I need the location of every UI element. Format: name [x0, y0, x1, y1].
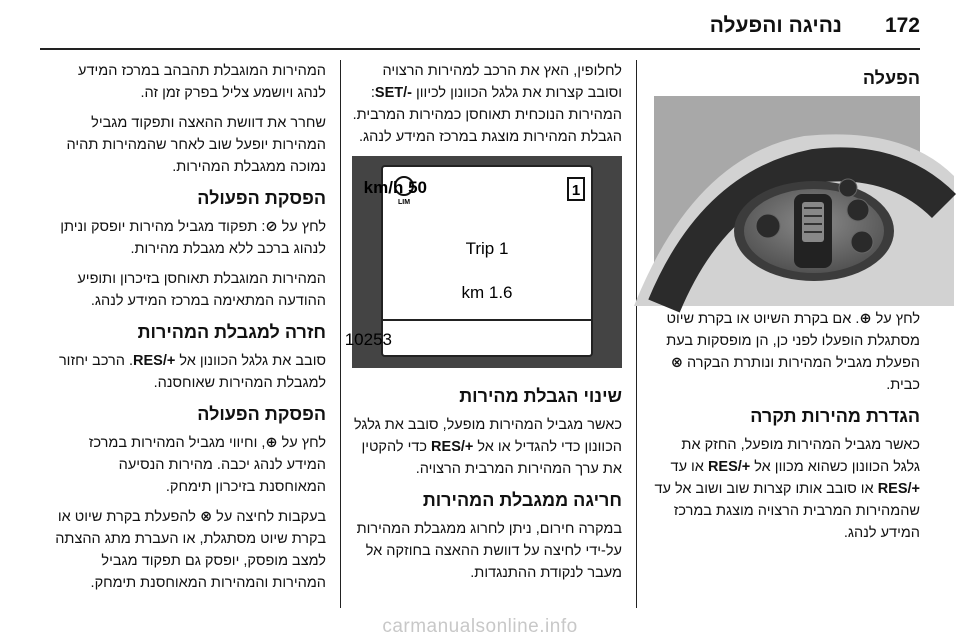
lim-label: LIM [397, 199, 411, 206]
speed-limiter-icon: ⊕ [859, 311, 872, 327]
chapter-title: נהיגה והפעלה [709, 14, 842, 37]
para-stop-cruise: בעקבות לחיצה על ⊗ להפעלת בקרת שיוט או בקרת שיוט מסתגלת, או העברת מתג ההצתה למצב מופסק, יופסק גם תפקוד מגביל המהירות והמהירות המאוחסנת תימחק. [55, 509, 326, 591]
para-alternative: לחלופין, האץ את הרכב למהירות הרצויה וסובב קצרות את גלגל הכוונון לכיוון SET/-: המהירות הנוכחית תאוחסן כמהירות המרבית. הגבלת המהירות מוצגת במרכז המידע לנהג. [352, 63, 622, 145]
column-middle [344, 60, 622, 592]
cruise-control-icon: ⊗ [670, 355, 683, 371]
para-return-limit: סובב את גלגל הכוונון אל RES/+. הרכב יחזור למגבלת המהירות שאוחסנה. [58, 353, 326, 391]
para-stop: לחץ על ⊕, וחיווי מגביל המהירות במרכז המידע לנהג יכבה. מהירות הנסיעה המאוחסנת בזיכרון תימחק. [88, 435, 326, 495]
steering-wheel-illustration [654, 96, 920, 296]
display-trip: Trip 1 [465, 239, 509, 258]
para-activation: לחץ על ⊕. אם בקרת השיוט או בקרת שיוט מסתגלת הופעלו לפני כן, הן מופסקות בעת הפעלת מגביל המהירות ונותרת הבקרה ⊗ כבית. [666, 311, 920, 393]
display-gear: 1 [571, 182, 581, 199]
para-set-speed: כאשר מגביל המהירות מופעל, החזק את גלגל הכוונון כשהוא מכוון אל RES/+ או עד RES/+ או סובב אותו קצרות שוב ושוב אל עד שהמהירות המרבית הרצויה מוצגת במרכז המידע לנהג. [654, 437, 920, 541]
para-pause: לחץ על ⊘: תפקוד מגביל מהירות יופסק וניתן לנהוג ברכב ללא מגבלת מהירות. [60, 219, 326, 257]
driver-info-display [344, 156, 622, 368]
heading-change-limit: שינוי הגבלת מהירות [459, 386, 622, 406]
para-memory: המהירות המוגבלת תאוחסן בזיכרון ותופיע ההודעה המתאימה במרכז המידע לנהג. [77, 271, 326, 309]
heading-stop: הפסקת הפעולה [197, 404, 326, 424]
cruise-control-icon: ⊗ [200, 509, 213, 525]
heading-pause: הפסקת הפעולה [197, 188, 326, 208]
header-rule [40, 48, 920, 50]
display-speed: 50 km/h [363, 178, 427, 197]
display-distance: 1.6 km [461, 283, 513, 302]
para-release-pedal: שחרר את דוושת ההאצה ותפקוד מגביל המהירות יופעל שוב לאחר שהמהירות תהיה נמוכה ממגבלת המהירות. [66, 115, 326, 175]
heading-return-limit: חזרה למגבלת המהירות [137, 322, 326, 342]
watermark: carmanualsonline.info [382, 616, 578, 637]
page-header [0, 0, 960, 50]
para-change-limit: כאשר מגביל המהירות מופעל, סובב את גלגל הכוונון כדי להגדיל או אל RES/+ כדי להקטין את ערך המהירות המרבית הרצויה. [353, 417, 622, 477]
heading-exceed-limit: חריגה ממגבלת המהירות [422, 490, 622, 510]
display-odometer: 10253 [344, 330, 392, 349]
heading-activation: הפעלה [862, 68, 920, 88]
para-flashing-limit: המהירות המוגבלת תהבהב במרכז המידע לנהג ויושמע צליל בפרק זמן זה. [78, 63, 326, 101]
column-divider [636, 60, 637, 608]
steering-wheel-controls-photo [654, 96, 920, 296]
driver-info-display-figure [344, 156, 622, 368]
heading-set-speed: הגדרת מהירות תקרה [750, 406, 920, 426]
column-right [652, 60, 920, 552]
column-left [52, 60, 326, 602]
cancel-icon: ⊘ [265, 219, 278, 235]
speed-limiter-icon: ⊕ [265, 435, 278, 451]
page-number: 172 [884, 14, 920, 37]
column-divider [340, 60, 341, 608]
para-exceed-limit: במקרה חירום, ניתן לחרוג ממגבלת המהירות על-ידי לחיצה על דוושת ההאצה בחוזקה אל מעבר לנקודת ההתנגדות. [356, 521, 622, 581]
